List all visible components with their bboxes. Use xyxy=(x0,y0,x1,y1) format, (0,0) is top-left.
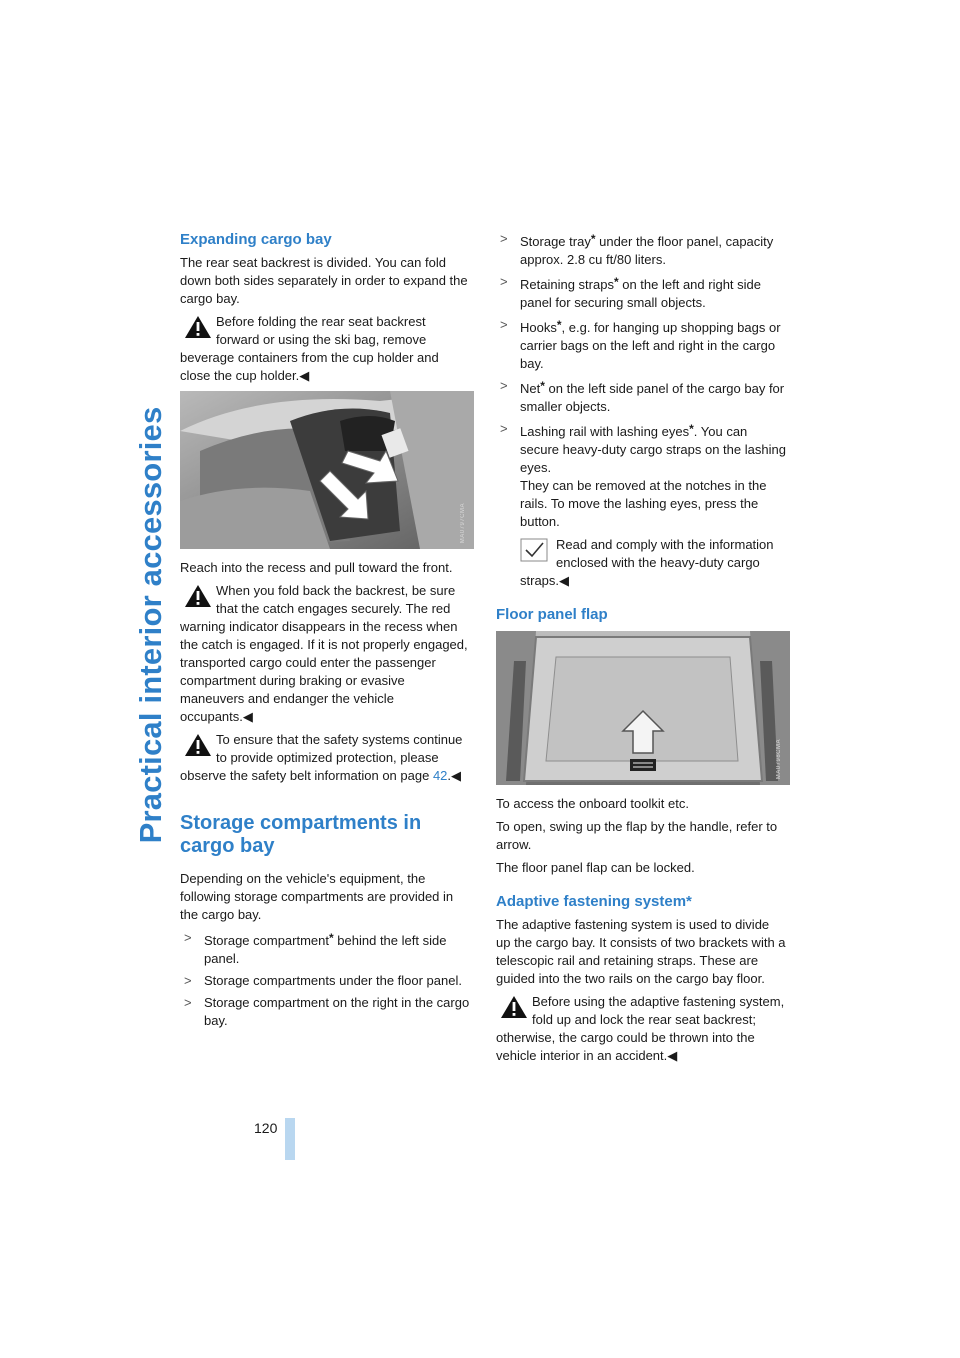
warning-text: To ensure that the safety systems continue to provide optimized protection, please observe the safety belt information on page xyxy=(180,732,463,783)
end-mark: ◀ xyxy=(451,768,462,783)
optional-star: * xyxy=(329,931,334,945)
bullet-arrow: > xyxy=(500,274,508,289)
image-code: MA0797CMA xyxy=(460,502,466,543)
warning-text: When you fold back the backrest, be sure that the catch engages securely. The red warning indicator disappears in the recess when the catch is engaged. If it is not properly engaged, transported cargo could enter the passenger compartment during braking or evasive maneuvers and endanger the vehicle occupants. xyxy=(180,583,468,724)
warning-triangle-icon xyxy=(180,315,216,349)
list-item xyxy=(180,929,470,968)
list-item xyxy=(496,316,786,373)
warning-text: Before using the adaptive fastening system, fold up and lock the rear seat backrest; otherwise, the cargo could be thrown into the vehicle interior in an accident. xyxy=(496,994,785,1063)
optional-star: * xyxy=(689,422,694,436)
page-bar xyxy=(285,1118,295,1160)
warning-block xyxy=(496,993,786,1065)
end-mark: ◀ xyxy=(242,709,253,724)
expanding-heading: Expanding cargo bay xyxy=(180,231,332,248)
warning-text: Before folding the rear seat backrest forward or using the ski bag, remove beverage containers from the cup holder and close the cup holder. xyxy=(180,314,439,383)
note-text: Read and comply with the information enclosed with the heavy-duty cargo straps. xyxy=(520,537,774,588)
right-column xyxy=(496,230,786,1070)
warning-block xyxy=(180,731,470,785)
bullet-arrow: > xyxy=(500,378,508,393)
list-item-extra: They can be removed at the notches in the rails. To move the lashing eyes, press the button. xyxy=(520,478,767,529)
bullet-arrow: > xyxy=(184,930,192,945)
list-item-text: under the floor panel, capacity approx. 2.8 cu ft/80 liters. xyxy=(520,234,774,267)
floor-flap-text: The floor panel flap can be locked. xyxy=(496,860,695,875)
bullet-arrow: > xyxy=(500,421,508,436)
list-item xyxy=(496,420,786,590)
storage-heading: Storage compartments in cargo bay xyxy=(180,812,422,857)
end-mark: ◀ xyxy=(667,1048,678,1063)
floor-flap-text: To open, swing up the flap by the handle, refer to arrow. xyxy=(496,819,778,852)
adaptive-heading: Adaptive fastening system* xyxy=(496,893,692,910)
floor-flap-photo xyxy=(496,631,790,785)
warning-text-end: . xyxy=(447,768,452,783)
left-column xyxy=(180,230,470,1034)
list-item-text: on the left side panel of the cargo bay for smaller objects. xyxy=(520,381,785,414)
list-item-text: Storage compartment on the right in the cargo bay. xyxy=(204,995,470,1028)
list-item-text: Storage compartments under the floor panel. xyxy=(204,973,462,988)
warning-triangle-icon xyxy=(180,733,216,767)
end-mark: ◀ xyxy=(559,573,570,588)
list-item xyxy=(496,230,786,269)
backrest-photo xyxy=(180,391,474,549)
optional-star: * xyxy=(613,275,619,289)
list-item-text: Storage compartment xyxy=(204,933,330,948)
storage-list-continued xyxy=(496,230,786,590)
list-item-text: behind the left side panel. xyxy=(204,933,447,966)
bullet-arrow: > xyxy=(500,231,508,246)
list-item xyxy=(496,273,786,312)
adaptive-text: The adaptive fastening system is used to divide up the cargo bay. It consists of two brackets with a telescopic rail and retaining straps. These are guided into the two rails on the cargo bay floor. xyxy=(496,917,786,986)
list-item-text: Net xyxy=(520,381,541,396)
bullet-arrow: > xyxy=(184,995,192,1010)
list-item xyxy=(496,377,786,416)
list-item-text: Storage tray xyxy=(520,234,591,249)
list-item-text: Retaining straps xyxy=(520,277,614,292)
expanding-intro: The rear seat backrest is divided. You can fold down both sides separately in order to expand the cargo bay. xyxy=(180,255,468,306)
list-item-text: Lashing rail with lashing eyes xyxy=(520,424,690,439)
warning-triangle-icon xyxy=(496,995,532,1029)
list-item-text: . You can secure heavy-duty cargo straps on the lashing eyes. xyxy=(520,424,786,475)
list-item xyxy=(180,994,470,1030)
bullet-arrow: > xyxy=(184,973,192,988)
optional-star: * xyxy=(556,318,562,332)
optional-star: * xyxy=(540,379,545,393)
warning-triangle-icon xyxy=(180,584,216,618)
side-title-text: Practical interior accessories xyxy=(133,406,168,844)
image-code: MA0798CMA xyxy=(776,738,782,779)
bullet-arrow: > xyxy=(500,317,508,332)
optional-star: * xyxy=(590,232,596,246)
note-check-icon xyxy=(520,538,556,572)
storage-list xyxy=(180,929,470,1030)
list-item-text: on the left and right side panel for securing small objects. xyxy=(520,277,761,310)
page-link[interactable]: 42 xyxy=(432,768,448,783)
floor-flap-heading: Floor panel flap xyxy=(496,606,608,623)
storage-intro: Depending on the vehicle's equipment, the following storage compartments are provided in the cargo bay. xyxy=(180,871,454,922)
warning-block xyxy=(180,313,470,385)
page-number: 120 xyxy=(254,1120,278,1136)
floor-flap-text: To access the onboard toolkit etc. xyxy=(496,796,689,811)
note-block xyxy=(520,536,786,590)
end-mark: ◀ xyxy=(299,368,310,383)
list-item-text: , e.g. for hanging up shopping bags or carrier bags on the left and right in the cargo bay. xyxy=(520,320,781,371)
warning-block xyxy=(180,582,470,726)
side-title xyxy=(130,230,172,1020)
list-item-text: Hooks xyxy=(520,320,557,335)
reach-text: Reach into the recess and pull toward the front. xyxy=(180,560,453,575)
list-item xyxy=(180,972,470,990)
